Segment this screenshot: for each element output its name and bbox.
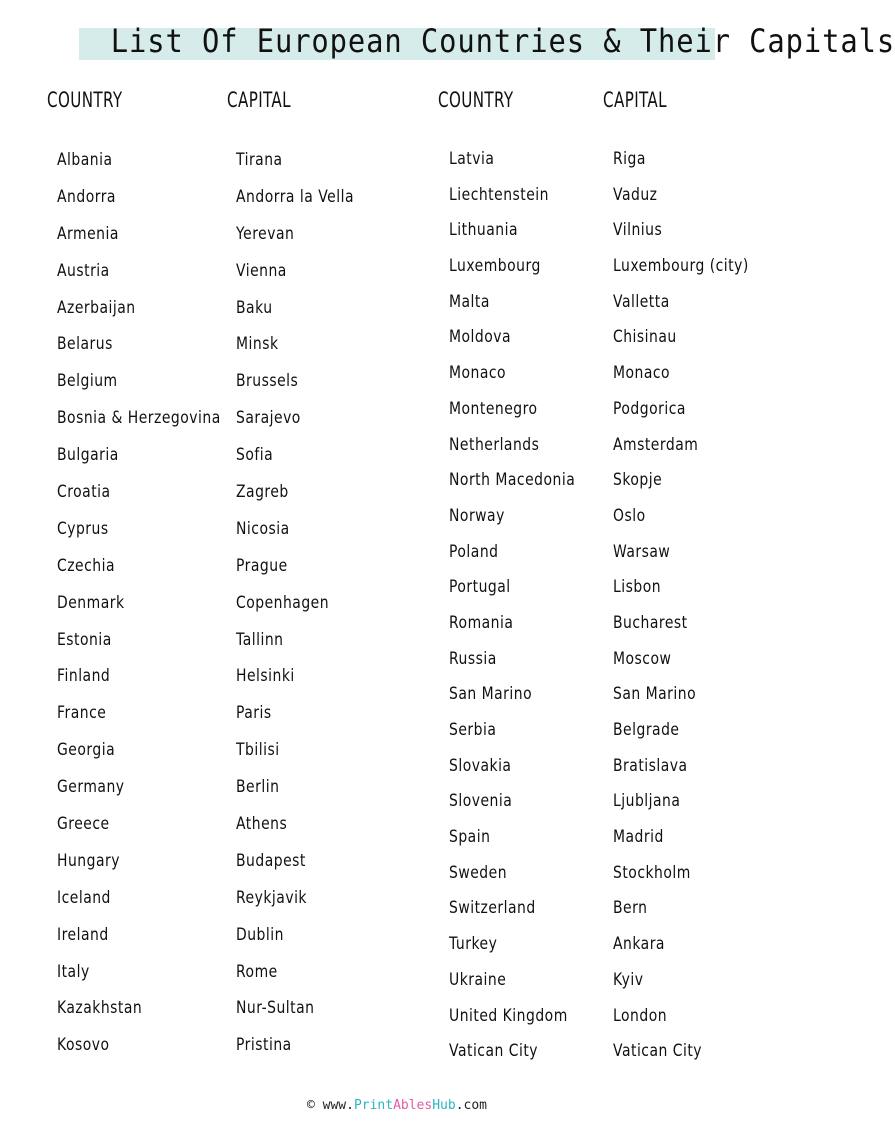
footer-brand	[354, 1098, 456, 1113]
capital-header-left: CAPITAL	[227, 88, 291, 112]
capital-item: Vatican City	[613, 1041, 703, 1062]
country-item: North Macedonia	[449, 470, 576, 491]
country-item: Latvia	[449, 149, 495, 169]
country-item: Malta	[449, 291, 490, 312]
country-item: France	[57, 703, 107, 724]
country-item: Andorra	[57, 186, 116, 207]
capital-item: Minsk	[236, 334, 279, 355]
capital-item: Budapest	[236, 850, 306, 871]
capital-item: Tbilisi	[236, 740, 280, 761]
country-item: Albania	[57, 150, 113, 170]
capital-item: London	[613, 1005, 668, 1026]
country-item: Netherlands	[449, 434, 540, 455]
capital-item: Athens	[236, 814, 288, 835]
capital-item: Vilnius	[613, 220, 663, 241]
capital-item: Tallinn	[236, 629, 284, 650]
capital-item: Brussels	[236, 371, 299, 392]
capital-item: Baku	[236, 297, 273, 318]
capital-item: Zagreb	[236, 482, 289, 503]
capital-item: Nur-Sultan	[236, 998, 315, 1019]
country-item: Luxembourg	[449, 256, 541, 277]
country-item: Bulgaria	[57, 445, 119, 466]
footer-prefix: © www.	[306, 1098, 354, 1113]
brand-part-1: Print	[353, 1098, 394, 1113]
capital-list-right	[613, 145, 779, 1073]
country-item: Romania	[449, 612, 514, 633]
capital-item: Paris	[236, 703, 272, 724]
capital-item: Prague	[236, 555, 288, 576]
capital-item: Skopje	[613, 470, 663, 491]
country-item: Finland	[57, 666, 111, 687]
country-header-right: COUNTRY	[438, 88, 514, 112]
country-item: Bosnia & Herzegovina	[57, 408, 221, 429]
capital-item: Kyiv	[613, 969, 644, 990]
capital-item: Oslo	[613, 505, 646, 526]
capital-item: Copenhagen	[236, 592, 330, 613]
country-item: Poland	[449, 541, 499, 562]
capital-item: Sarajevo	[236, 408, 301, 429]
capital-item: Sofia	[236, 445, 274, 466]
capital-item: Chisinau	[613, 327, 677, 348]
footer-suffix: .com	[455, 1098, 488, 1113]
capital-item: San Marino	[613, 684, 697, 705]
page-title: List Of European Countries & Their Capitals	[110, 22, 895, 60]
country-item: Switzerland	[449, 898, 536, 919]
brand-part-2: Ables	[393, 1098, 433, 1113]
capital-item: Nicosia	[236, 518, 290, 539]
capital-item: Moscow	[613, 648, 672, 669]
country-item: Croatia	[57, 482, 111, 503]
country-item: Kazakhstan	[57, 998, 143, 1019]
country-item: Lithuania	[449, 220, 519, 241]
country-item: Vatican City	[449, 1041, 539, 1062]
country-item: Azerbaijan	[57, 297, 136, 318]
country-item: Czechia	[57, 555, 115, 576]
capital-item: Monaco	[613, 363, 671, 384]
footer	[0, 1098, 794, 1113]
capital-item: Helsinki	[236, 666, 295, 687]
capital-item: Amsterdam	[613, 434, 699, 455]
country-item: Armenia	[57, 223, 119, 244]
country-item: United Kingdom	[449, 1005, 568, 1026]
country-item: Moldova	[449, 327, 512, 348]
country-item: Austria	[57, 260, 110, 281]
capital-item: Reykjavik	[236, 887, 308, 908]
capital-item: Tirana	[236, 150, 283, 170]
country-item: Cyprus	[57, 518, 109, 539]
capital-item: Vaduz	[613, 184, 658, 205]
capital-item: Belgrade	[613, 720, 680, 740]
capital-item: Yerevan	[236, 223, 295, 244]
country-item: Montenegro	[449, 398, 538, 419]
country-item: San Marino	[449, 684, 533, 705]
capital-item: Stockholm	[613, 862, 691, 883]
capital-item: Lisbon	[613, 577, 662, 598]
country-item: Italy	[57, 961, 90, 982]
capital-item: Berlin	[236, 777, 280, 798]
capital-item: Pristina	[236, 1035, 292, 1056]
country-item: Russia	[449, 648, 497, 669]
country-item: Denmark	[57, 592, 125, 613]
country-item: Greece	[57, 814, 110, 835]
capital-item: Andorra la Vella	[236, 186, 354, 207]
capital-item: Rome	[236, 961, 278, 982]
country-item: Monaco	[449, 363, 507, 384]
capital-item: Ankara	[613, 934, 665, 955]
country-item: Ukraine	[449, 969, 507, 990]
country-item: Kosovo	[57, 1035, 110, 1056]
capital-item: Madrid	[613, 827, 664, 848]
capital-header-right: CAPITAL	[603, 88, 667, 112]
country-item: Slovenia	[449, 791, 513, 812]
country-item: Georgia	[57, 740, 116, 761]
country-list-right	[449, 145, 603, 1073]
country-item: Sweden	[449, 862, 508, 883]
country-item: Portugal	[449, 577, 511, 598]
brand-part-3: Hub	[432, 1098, 456, 1113]
country-item: Serbia	[449, 720, 497, 740]
country-list-left	[57, 146, 257, 1068]
capital-item: Ljubljana	[613, 791, 681, 812]
country-item: Spain	[449, 827, 491, 848]
country-item: Liechtenstein	[449, 184, 550, 205]
country-item: Turkey	[449, 934, 498, 955]
capital-item: Luxembourg (city)	[613, 256, 749, 277]
capital-item: Valletta	[613, 291, 670, 312]
country-item: Hungary	[57, 850, 120, 871]
country-item: Ireland	[57, 924, 109, 945]
capital-item: Bern	[613, 898, 648, 919]
capital-item: Vienna	[236, 260, 287, 281]
capital-item: Podgorica	[613, 398, 686, 419]
country-item: Belgium	[57, 371, 118, 392]
country-header-left: COUNTRY	[47, 88, 123, 112]
country-item: Slovakia	[449, 755, 512, 776]
capital-item: Warsaw	[613, 541, 671, 562]
country-item: Norway	[449, 505, 505, 526]
country-item: Iceland	[57, 887, 111, 908]
capital-item: Bratislava	[613, 755, 688, 776]
capital-list-left	[236, 146, 380, 1068]
capital-item: Riga	[613, 149, 646, 169]
country-item: Estonia	[57, 629, 112, 650]
country-item: Germany	[57, 777, 125, 798]
country-item: Belarus	[57, 334, 113, 355]
capital-item: Bucharest	[613, 612, 688, 633]
capital-item: Dublin	[236, 924, 284, 945]
